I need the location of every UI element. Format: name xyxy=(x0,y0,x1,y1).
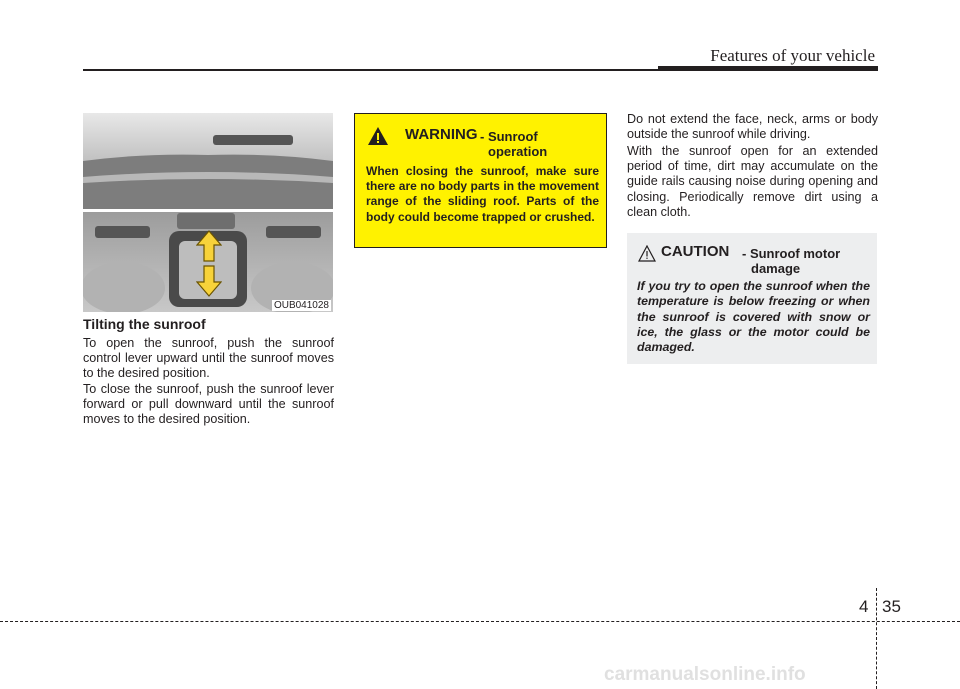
warning-subject: - Sunroof xyxy=(480,129,538,144)
section-title: Features of your vehicle xyxy=(710,46,875,65)
warning-triangle-icon xyxy=(367,126,389,146)
caution-subject: - Sunroof motor xyxy=(742,246,841,261)
caution-triangle-icon xyxy=(638,245,656,262)
warning-box xyxy=(354,113,607,248)
paragraph-dirt: With the sunroof open for an extended period of time, dirt may accumulate on the guide rails causing noise during opening and closing. Periodically remove dirt using a clean cloth. xyxy=(627,144,878,219)
warning-subject-cont: operation xyxy=(488,144,548,159)
page-number: 35 xyxy=(882,597,901,616)
warning-label: WARNING xyxy=(405,126,478,143)
caution-label: CAUTION xyxy=(661,243,730,260)
paragraph-close: To close the sunroof, push the sunroof lever forward or pull downward until the sunroof moves to the desired position. xyxy=(83,382,334,427)
paragraph-body-outside: Do not extend the face, neck, arms or body outside the sunroof while driving. xyxy=(627,112,878,142)
footer-divider xyxy=(876,588,877,689)
header-rule-accent xyxy=(658,66,878,71)
paragraph-open: To open the sunroof, push the sunroof control lever upward until the sunroof moves to the desired position. xyxy=(83,336,334,381)
chapter-number: 4 xyxy=(859,597,869,616)
caution-subject-cont: damage xyxy=(751,261,801,276)
warning-text: When closing the sunroof, make sure there are no body parts in the movement range of the sliding roof. Parts of the body could become trapped or crushed. xyxy=(366,164,599,224)
watermark: carmanualsonline.info xyxy=(604,664,806,685)
caution-text: If you try to open the sunroof when the temperature is below freezing or when the sunroof is covered with snow or ice, the glass or the motor could be damaged. xyxy=(637,279,870,355)
arrow-up-icon xyxy=(196,230,222,262)
arrow-down-icon xyxy=(196,265,222,297)
footer-rule xyxy=(0,621,960,622)
figure-code: OUB041028 xyxy=(273,300,329,311)
section-heading: Tilting the sunroof xyxy=(83,316,206,332)
sunroof-control-illustration xyxy=(83,113,333,312)
caution-box xyxy=(627,233,877,364)
